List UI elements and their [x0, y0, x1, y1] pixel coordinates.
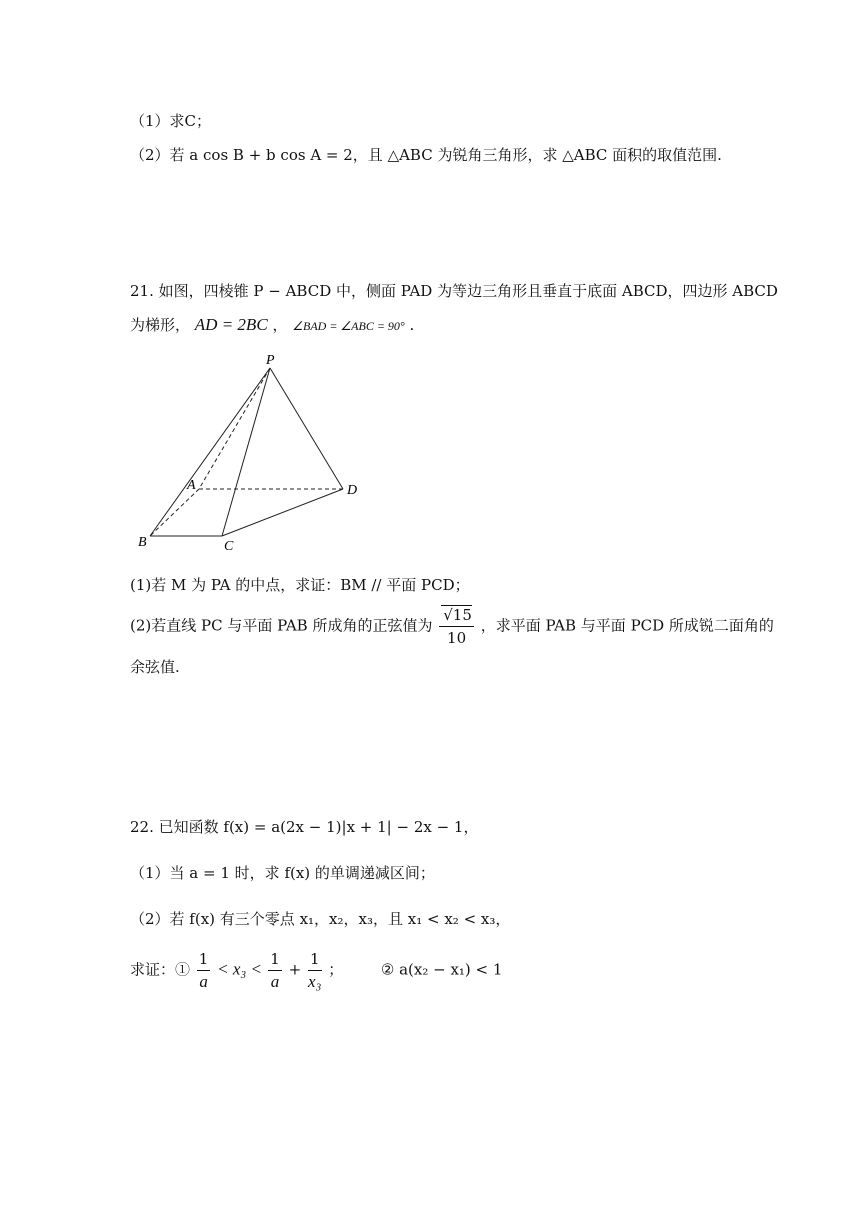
frac-denominator: 10 — [447, 629, 467, 647]
proof-f2-den: a — [270, 972, 280, 991]
vertex-label-A: A — [187, 478, 196, 493]
fraction-sqrt15-over-10 — [439, 604, 474, 649]
q21-stem-line1: 21. 如图，四棱锥 P − ABCD 中，侧面 PAD 为等边三角形且垂直于底面 ABCD，四边形 ABCD — [130, 282, 778, 300]
proof-fraction-2 — [268, 948, 282, 993]
q21-line2-e: . — [409, 316, 415, 334]
frac-numerator: √15 — [443, 606, 472, 624]
q21-line2-a: 为梯形， — [130, 316, 191, 334]
pyramid-figure — [135, 350, 375, 560]
q21-part1: (1)若 M 为 PA 的中点，求证：BM // 平面 PCD； — [130, 576, 470, 594]
proof-f1-num: 1 — [197, 948, 211, 971]
proof-plus: + — [288, 960, 306, 979]
proof-prefix: 求证：① — [130, 960, 191, 979]
proof-f3-den: x₃ — [307, 972, 322, 991]
q20-part1: （1）求C； — [130, 112, 212, 130]
edge-CD — [222, 489, 343, 536]
edge-PB — [150, 368, 270, 536]
vertex-label-P: P — [266, 353, 275, 368]
q21-part2-b: ，求平面 PAB 与平面 PCD 所成锐二面角的 — [480, 616, 774, 635]
q22-stem: 22. 已知函数 f(x) = a(2x − 1)|x + 1| − 2x − 1， — [130, 818, 479, 836]
q22-part2: （2）若 f(x) 有三个零点 x₁，x₂，x₃，且 x₁ < x₂ < x₃， — [130, 910, 511, 928]
edge-PA-hidden — [199, 368, 270, 489]
edge-PC — [222, 368, 270, 536]
proof-fraction-3 — [308, 948, 322, 993]
proof-f2-num: 1 — [268, 948, 282, 971]
q22-part1: （1）当 a = 1 时，求 f(x) 的单调递减区间； — [130, 864, 435, 882]
proof-f1-den: a — [199, 972, 208, 991]
edge-PD — [270, 368, 343, 489]
q21-line2-b: AD = 2BC — [194, 315, 268, 334]
proof-mid1: < x₃ < — [217, 959, 267, 979]
edge-AB-hidden — [150, 489, 199, 536]
q21-part2-a: (2)若直线 PC 与平面 PAB 所成角的正弦值为 — [130, 616, 433, 635]
vertex-label-D: D — [347, 483, 358, 498]
q20-part2: （2）若 a cos B + b cos A = 2，且 △ABC 为锐角三角形，求 △ABC 面积的取值范围. — [130, 146, 722, 164]
q21-part2 — [130, 604, 774, 649]
vertex-label-B: B — [138, 535, 147, 550]
q21-part2-c: 余弦值. — [130, 658, 180, 676]
vertex-label-C: C — [224, 539, 234, 554]
proof-second: ② a(x₂ − x₁) < 1 — [380, 960, 503, 979]
q21-line2-d: ∠BAD = ∠ABC = 90° — [292, 319, 405, 333]
proof-semicolon: ； — [328, 960, 344, 979]
q21-line2-c: ， — [272, 316, 288, 334]
q22-proof — [130, 948, 502, 993]
proof-f3-num: 1 — [308, 948, 322, 971]
proof-fraction-1 — [197, 948, 211, 993]
q21-stem-line2 — [130, 314, 414, 337]
